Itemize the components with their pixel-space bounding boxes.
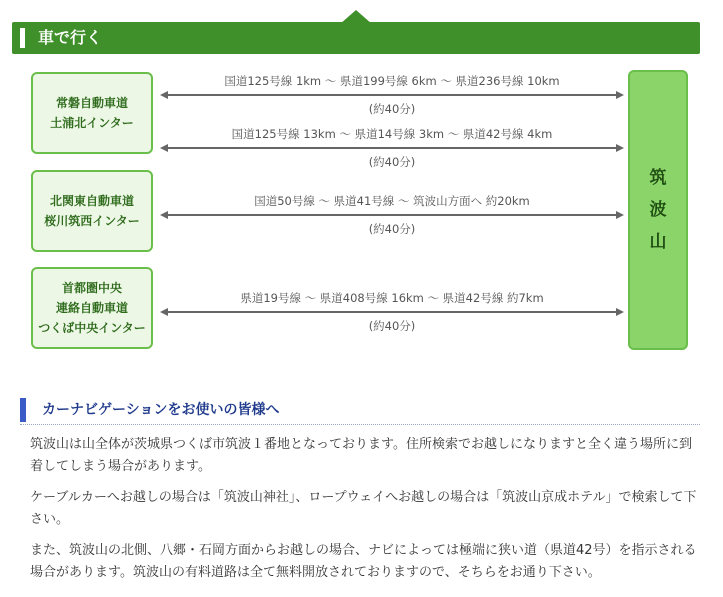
route-1 xyxy=(160,73,624,117)
interchange-kitakanto-sakuragawa xyxy=(31,170,153,252)
destination-tsukubasan xyxy=(628,70,688,350)
interchange-line: 常磐自動車道 xyxy=(55,96,128,110)
interchange-line: 首都圏中央 xyxy=(61,281,122,295)
double-arrow-icon xyxy=(160,211,624,219)
destination-char: 山 xyxy=(649,232,667,252)
car-navi-paragraph-3: また、筑波山の北側、八郷・石岡方面からお越しの場合、ナビによっては極端に狭い道（県道42号）を指示される場合があります。筑波山の有料道路は全て無料開放されておりますので、そちらをお通り下さい。 xyxy=(30,543,697,580)
heading-accent-bar xyxy=(20,398,26,422)
page-title: 車で行く xyxy=(38,28,103,47)
route-time: (約40分) xyxy=(368,102,416,116)
interchange-line: 北関東自動車道 xyxy=(49,194,134,208)
interchange-line: 連絡自動車道 xyxy=(55,301,128,315)
route-time: (約40分) xyxy=(368,155,416,169)
route-description: 国道50号線 〜 県道41号線 〜 筑波山方面へ 約20km xyxy=(254,194,530,208)
route-description: 国道125号線 13km 〜 県道14号線 3km 〜 県道42号線 4km xyxy=(231,127,553,141)
double-arrow-icon xyxy=(160,308,624,316)
double-arrow-icon xyxy=(160,144,624,152)
route-4 xyxy=(160,290,624,334)
interchange-line: 桜川筑西インター xyxy=(44,214,140,228)
destination-char: 波 xyxy=(649,200,667,220)
route-description: 県道19号線 〜 県道408号線 16km 〜 県道42号線 約7km xyxy=(240,291,544,305)
double-arrow-icon xyxy=(160,91,624,99)
route-time: (約40分) xyxy=(368,319,416,333)
route-time: (約40分) xyxy=(368,222,416,236)
route-3 xyxy=(160,193,624,237)
banner-accent-bar xyxy=(20,28,25,48)
car-navi-title: カーナビゲーションをお使いの皆様へ xyxy=(42,402,280,418)
car-navi-paragraph-1: 筑波山は山全体が茨城県つくば市筑波１番地となっております。住所検索でお越しになりますと全く違う場所に到着してしまう場合があります。 xyxy=(30,437,692,474)
interchange-ken-o-tsukuba-chuo xyxy=(31,267,153,349)
route-description: 国道125号線 1km 〜 県道199号線 6km 〜 県道236号線 10km xyxy=(224,74,560,88)
interchange-line: 土浦北インター xyxy=(50,116,134,130)
interchange-line: つくば中央インター xyxy=(38,321,146,335)
route-2 xyxy=(160,126,624,170)
destination-char: 筑 xyxy=(649,168,667,188)
interchange-joban-tsuchiura-kita xyxy=(31,72,153,154)
car-navi-heading xyxy=(20,398,700,425)
car-navi-paragraph-2: ケーブルカーへお越しの場合は「筑波山神社」、ロープウェイへお越しの場合は「筑波山京成ホテル」で検索して下さい。 xyxy=(30,490,697,527)
section-banner xyxy=(12,22,700,54)
